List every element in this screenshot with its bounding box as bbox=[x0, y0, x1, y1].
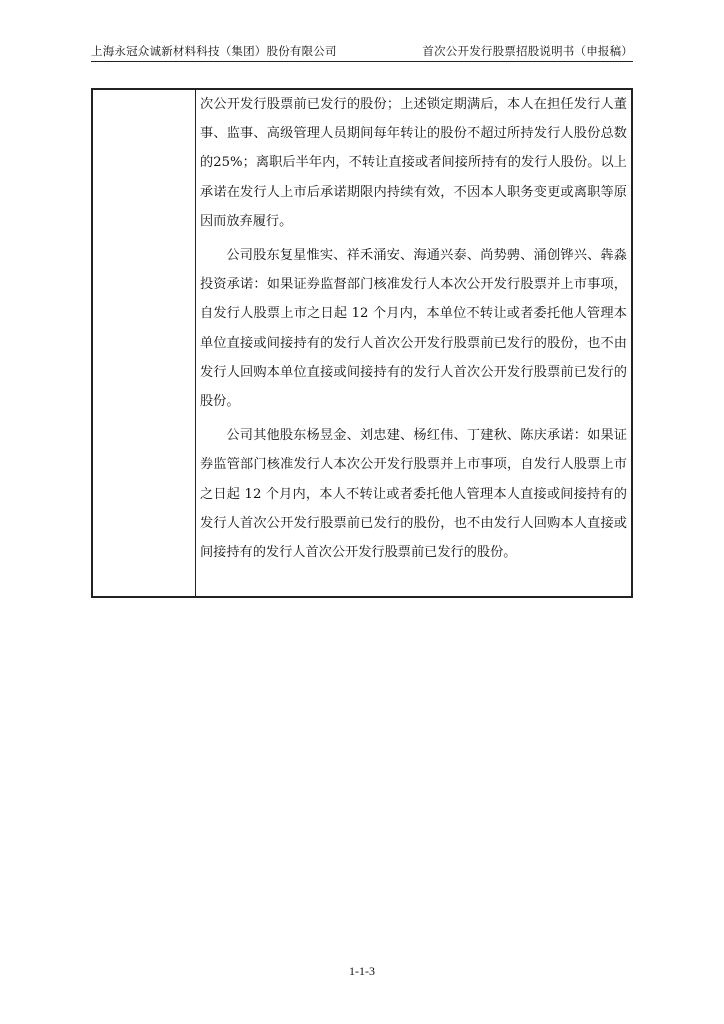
paragraph-lockup-continuation: 次公开发行股票前已发行的股份；上述锁定期满后，本人在担任发行人董事、监事、高级管理人员期间每年转让的股份不超过所持发行人股份总数的25%；离职后半年内，不转让直接或者间接所持有的发行人股份。以上承诺在发行人上市后承诺期限内持续有效，不因本人职务变更或离职等原因而放弃履行。 bbox=[200, 97, 627, 229]
table-left-cell bbox=[93, 90, 196, 596]
header-document-title: 首次公开发行股票招股说明书（申报稿） bbox=[422, 44, 633, 58]
table-right-cell bbox=[196, 90, 631, 596]
header-company-name: 上海永冠众诚新材料科技（集团）股份有限公司 bbox=[91, 44, 337, 58]
paragraph-institutional-shareholders: 公司股东复星惟实、祥禾涌安、海通兴泰、尚势骋、涌创铧兴、犇淼投资承诺：如果证券监督部门核准发行人本次公开发行股票并上市事项，自发行人股票上市之日起 12 个月内，本单位不转让或者委托他人管理本单位直接或间接持有的发行人首次公开发行股票前已发行的股份，也不由发行人回购本单位直接或间接持有的发行人首次公开发行股票前已发行的股份。 bbox=[200, 248, 627, 410]
paragraph-other-shareholders: 公司其他股东杨昱金、刘忠建、杨红伟、丁建秋、陈庆承诺：如果证券监管部门核准发行人本次公开发行股票并上市事项，自发行人股票上市之日起 12 个月内，本人不转让或者委托他人管理本人直接或间接持有的发行人首次公开发行股票前已发行的股份，也不由发行人回购本人直接或间接持有的发行人首次公开发行股票前已发行的股份。 bbox=[200, 428, 627, 561]
commitment-table bbox=[91, 88, 633, 598]
page-header bbox=[91, 38, 633, 62]
page-number: 1-1-3 bbox=[349, 964, 375, 978]
